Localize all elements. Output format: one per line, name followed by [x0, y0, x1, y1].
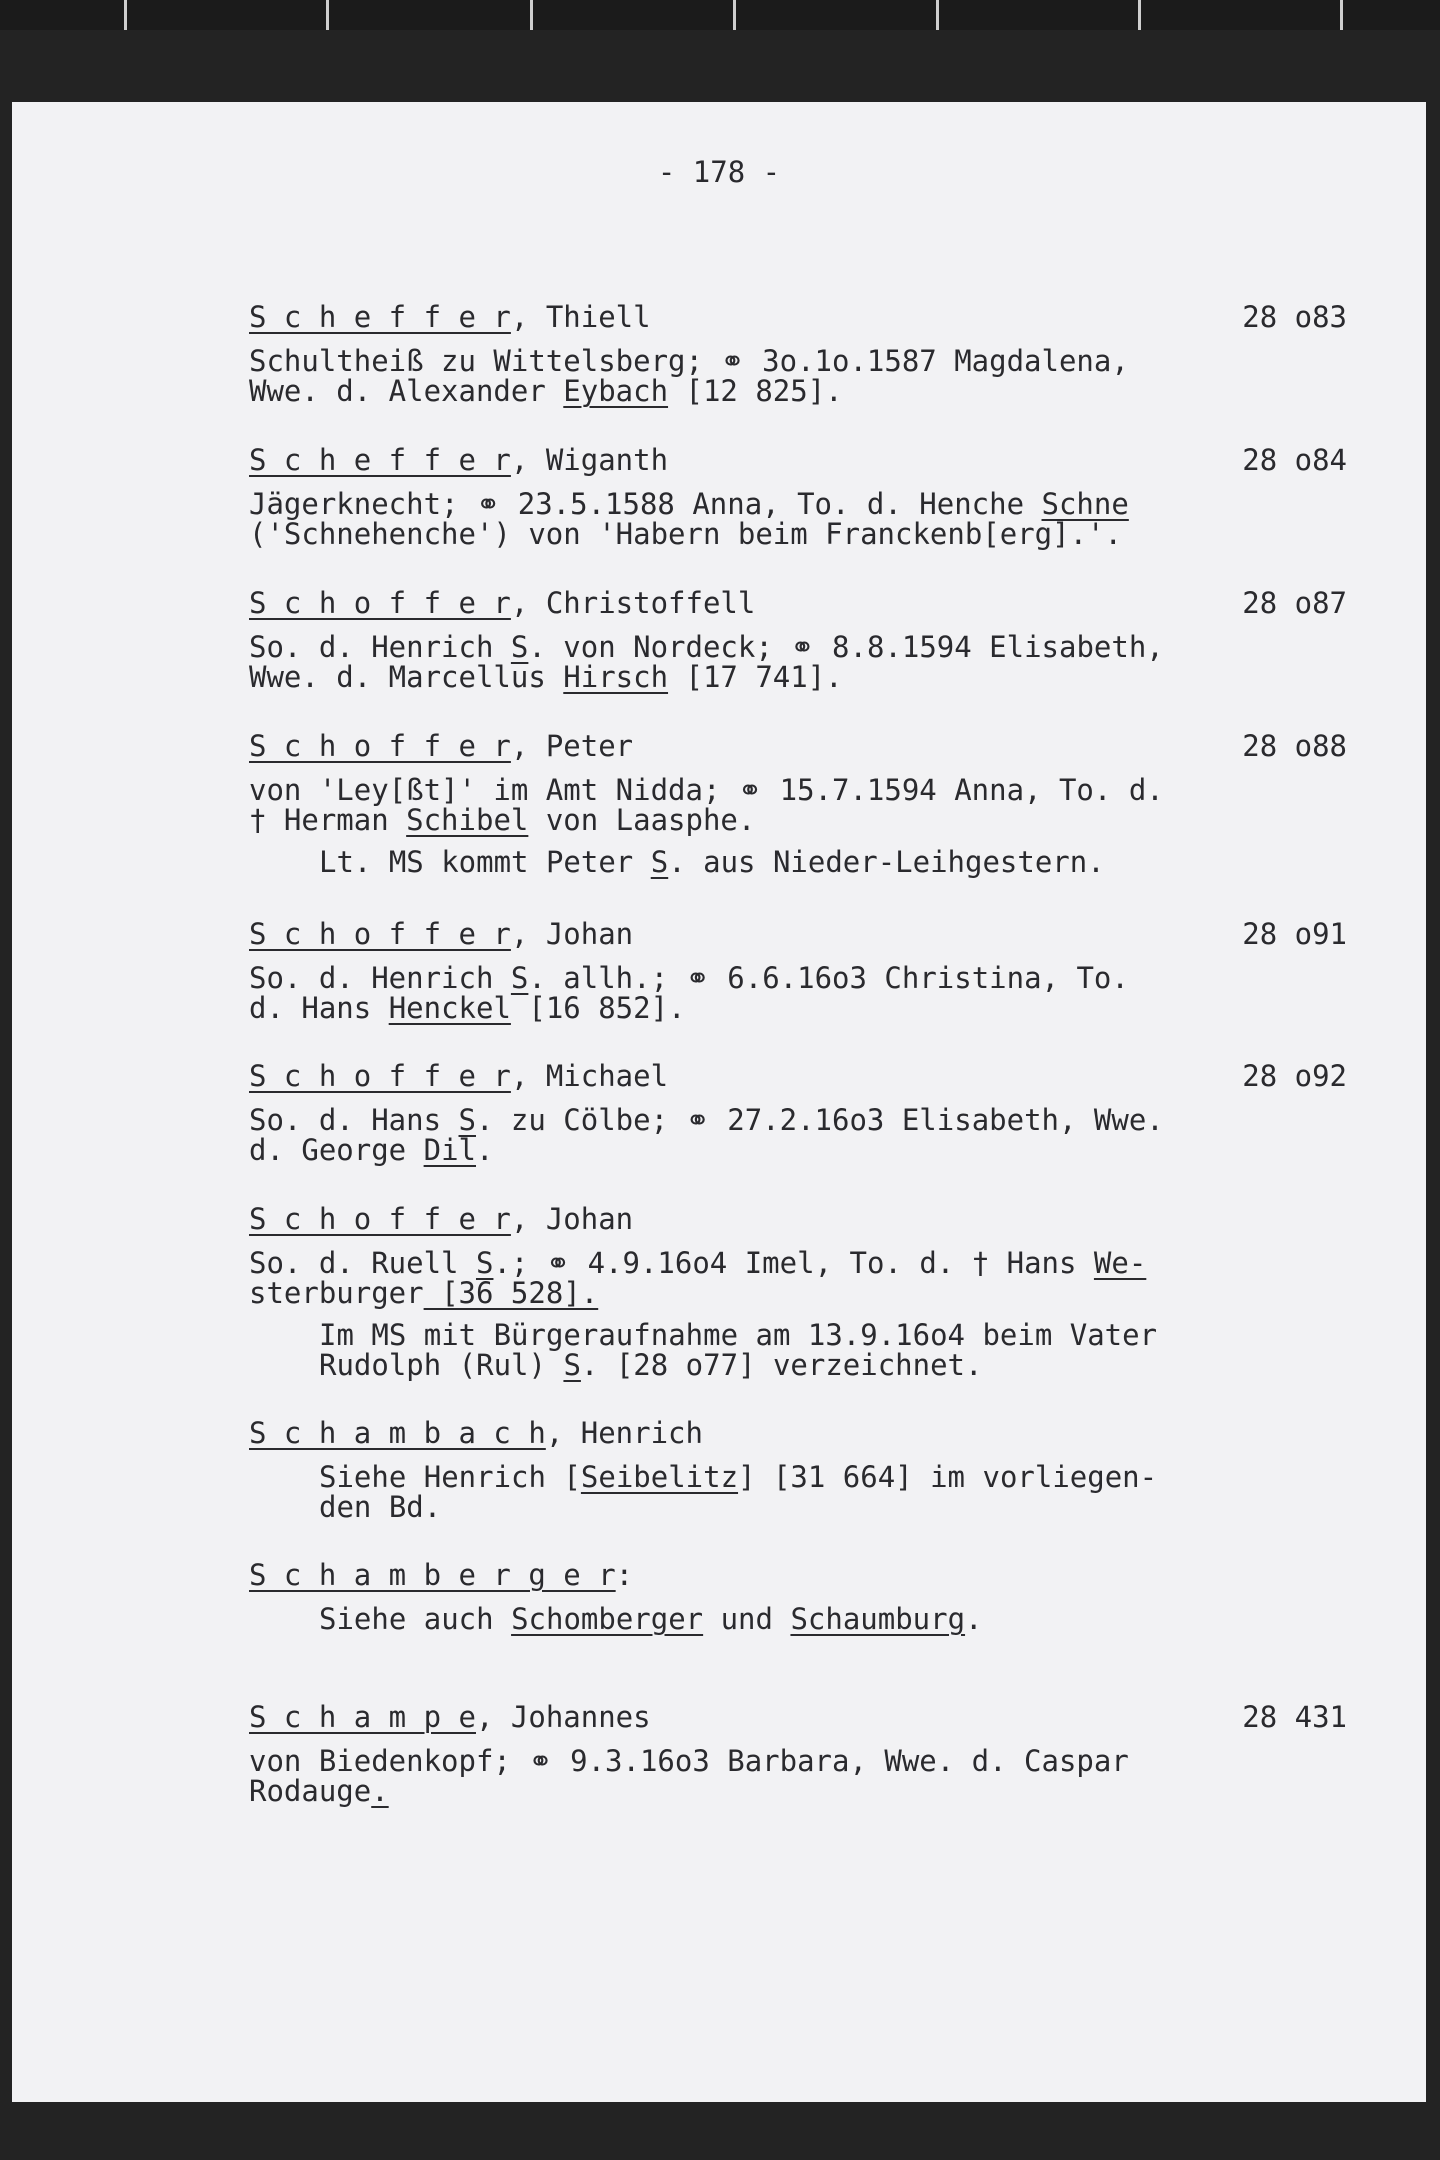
entry-header	[249, 1204, 1379, 1234]
register-entry	[249, 445, 1379, 549]
entry-text-line	[249, 632, 1379, 662]
entry-name	[249, 1700, 651, 1734]
register-entry	[249, 1702, 1379, 1806]
entry-number: 28 o83	[1242, 300, 1347, 334]
entry-text-line	[249, 489, 1379, 519]
underlined-name: S	[458, 1103, 476, 1137]
entry-note	[249, 847, 1379, 877]
entry-given-name: , Christoffell	[510, 586, 756, 620]
underlined-name: Seibelitz	[580, 1460, 739, 1494]
entry-given-name: , Johannes	[475, 1700, 651, 1734]
entry-surname: S c h a m b e r g e r	[249, 1558, 616, 1592]
underlined-name: Hirsch	[563, 660, 669, 694]
text-segment: .; ⚭ 4.9.16o4 Imel, To. d. † Hans	[493, 1246, 1094, 1280]
text-segment: . [28 o77] verzeichnet.	[580, 1348, 983, 1382]
entry-surname: S c h e f f e r	[249, 300, 511, 334]
entry-name	[249, 586, 755, 620]
entry-header	[249, 1702, 1379, 1732]
entry-body	[249, 632, 1379, 692]
entry-surname: S c h e f f e r	[249, 443, 511, 477]
entry-header	[249, 445, 1379, 475]
underlined-name: Schaumburg	[790, 1602, 966, 1636]
entry-body	[249, 489, 1379, 549]
entry-text-line	[249, 993, 1379, 1023]
entry-text-line	[319, 1350, 1379, 1380]
entry-note	[249, 1320, 1379, 1380]
entry-surname: S c h o f f e r	[249, 586, 511, 620]
entry-text-line	[319, 1604, 1379, 1634]
entry-text-line	[249, 1135, 1379, 1165]
text-segment: So. d. Henrich	[249, 961, 511, 995]
text-segment: Wwe. d. Alexander	[249, 374, 564, 408]
entry-surname: S c h o f f e r	[249, 917, 511, 951]
underlined-name: S	[510, 630, 529, 664]
entry-given-name: :	[615, 1558, 634, 1592]
text-segment: . aus Nieder-Leihgestern.	[668, 845, 1105, 879]
entry-body	[249, 963, 1379, 1023]
register-entry	[249, 1418, 1379, 1522]
entry-name	[249, 300, 651, 334]
text-segment: [17 741].	[668, 660, 843, 694]
entry-header	[249, 1560, 1379, 1590]
underlined-name: S	[650, 845, 669, 879]
text-segment: . allh.; ⚭ 6.6.16o3 Christina, To.	[528, 961, 1129, 995]
strip-tick	[326, 0, 329, 30]
entry-note	[249, 1604, 1379, 1634]
entry-given-name: , Henrich	[545, 1416, 703, 1450]
entry-text-line	[249, 1776, 1379, 1806]
entry-body	[249, 1248, 1379, 1308]
underlined-name: Dil	[423, 1133, 476, 1167]
underlined-name: Schomberger	[511, 1602, 704, 1636]
entry-name	[249, 443, 668, 477]
text-segment: Siehe Henrich [	[319, 1460, 581, 1494]
underlined-name: S	[475, 1246, 494, 1280]
underlined-name: [36 528].	[423, 1276, 599, 1310]
strip-tick	[1138, 0, 1141, 30]
entry-given-name: , Michael	[510, 1059, 669, 1093]
entry-name	[249, 1059, 668, 1093]
entry-note	[249, 1462, 1379, 1522]
strip-tick	[124, 0, 127, 30]
entry-header	[249, 731, 1379, 761]
entry-text-line	[319, 1462, 1379, 1492]
text-segment: von 'Ley[ßt]' im Amt Nidda; ⚭ 15.7.1594 Anna, To. d.	[249, 773, 1164, 807]
text-segment: d. Hans	[249, 991, 389, 1025]
text-segment: Jägerknecht; ⚭ 23.5.1588 Anna, To. d. Henche	[249, 487, 1042, 521]
underlined-name: Henckel	[388, 991, 511, 1025]
text-segment: Rudolph (Rul)	[319, 1348, 564, 1382]
text-segment: von Laasphe.	[528, 803, 756, 837]
entry-name	[249, 917, 633, 951]
document-page	[12, 102, 1426, 2102]
text-segment: sterburger	[249, 1276, 424, 1310]
page-number: - 178 -	[657, 155, 781, 189]
register-entry	[249, 1204, 1379, 1380]
underlined-name: S	[510, 961, 529, 995]
entry-header	[249, 588, 1379, 618]
entry-given-name: , Johan	[510, 917, 634, 951]
entry-surname: S c h o f f e r	[249, 1059, 511, 1093]
entry-name	[249, 1416, 703, 1450]
text-segment: .	[965, 1602, 983, 1636]
entry-body	[249, 346, 1379, 406]
text-segment: [16 852].	[510, 991, 686, 1025]
entry-header	[249, 1418, 1379, 1448]
text-segment: So. d. Henrich	[249, 630, 511, 664]
underlined-name: We-	[1093, 1246, 1147, 1280]
entry-given-name: , Thiell	[510, 300, 651, 334]
entry-text-line	[249, 519, 1379, 549]
strip-tick	[530, 0, 533, 30]
entry-text-line	[249, 963, 1379, 993]
entry-name	[249, 1202, 633, 1236]
entry-text-line	[319, 1320, 1379, 1350]
register-entry	[249, 919, 1379, 1023]
entry-text-line	[249, 775, 1379, 805]
text-segment: von Biedenkopf; ⚭ 9.3.16o3 Barbara, Wwe. d. Caspar	[249, 1744, 1129, 1778]
strip-tick	[1340, 0, 1343, 30]
text-segment: . von Nordeck; ⚭ 8.8.1594 Elisabeth,	[528, 630, 1164, 664]
entry-body	[249, 1105, 1379, 1165]
underlined-name: Eybach	[563, 374, 669, 408]
text-segment: d. George	[249, 1133, 424, 1167]
register-entry	[249, 1560, 1379, 1634]
entry-text-line	[249, 1746, 1379, 1776]
text-segment: † Herman	[249, 803, 407, 837]
entry-text-line	[249, 1105, 1379, 1135]
text-segment: und	[703, 1602, 791, 1636]
scanner-strip	[0, 0, 1440, 30]
entry-number: 28 o87	[1242, 586, 1347, 620]
underlined-name: S	[563, 1348, 581, 1382]
entry-text-line	[249, 1248, 1379, 1278]
text-segment: So. d. Hans	[249, 1103, 459, 1137]
text-segment: Schultheiß zu Wittelsberg; ⚭ 3o.1o.1587 Magdalena,	[249, 344, 1129, 378]
entry-body	[249, 775, 1379, 835]
entry-text-line	[249, 1278, 1379, 1308]
entry-number: 28 o88	[1242, 729, 1347, 763]
text-segment: Wwe. d. Marcellus	[249, 660, 564, 694]
entry-number: 28 o91	[1242, 917, 1347, 951]
entry-body	[249, 1746, 1379, 1806]
entry-number: 28 431	[1242, 1700, 1347, 1734]
text-segment: . zu Cölbe; ⚭ 27.2.16o3 Elisabeth, Wwe.	[475, 1103, 1164, 1137]
entry-text-line	[249, 346, 1379, 376]
underlined-name: .	[371, 1774, 389, 1808]
entry-surname: S c h a m b a c h	[249, 1416, 546, 1450]
entry-surname: S c h a m p e	[249, 1700, 476, 1734]
text-segment: den Bd.	[319, 1490, 442, 1524]
register-entry	[249, 302, 1379, 406]
entry-header	[249, 302, 1379, 332]
entry-header	[249, 1061, 1379, 1091]
entry-text-line	[319, 847, 1379, 877]
entry-name	[249, 1558, 633, 1592]
text-segment: So. d. Ruell	[249, 1246, 476, 1280]
entry-given-name: , Johan	[510, 1202, 634, 1236]
entry-number: 28 o92	[1242, 1059, 1347, 1093]
entry-surname: S c h o f f e r	[249, 729, 511, 763]
entry-text-line	[249, 662, 1379, 692]
strip-tick	[733, 0, 736, 30]
text-segment: ] [31 664] im vorliegen-	[738, 1460, 1158, 1494]
entry-text-line	[249, 805, 1379, 835]
entry-surname: S c h o f f e r	[249, 1202, 511, 1236]
text-segment: Siehe auch	[319, 1602, 512, 1636]
text-segment: Rodauge	[249, 1774, 372, 1808]
entry-given-name: , Peter	[510, 729, 634, 763]
text-segment: [12 825].	[668, 374, 843, 408]
entry-name	[249, 729, 633, 763]
text-segment: Im MS mit Bürgeraufnahme am 13.9.16o4 beim Vater	[319, 1318, 1158, 1352]
strip-tick	[936, 0, 939, 30]
entry-text-line	[319, 1492, 1379, 1522]
register-entry	[249, 588, 1379, 692]
register-entry	[249, 1061, 1379, 1165]
underlined-name: Schne	[1041, 487, 1129, 521]
register-entry	[249, 731, 1379, 877]
entry-given-name: , Wiganth	[510, 443, 669, 477]
underlined-name: Schibel	[406, 803, 529, 837]
entry-header	[249, 919, 1379, 949]
text-segment: Lt. MS kommt Peter	[319, 845, 651, 879]
text-segment: ('Schnehenche') von 'Habern beim Franckenb[erg].'.	[249, 517, 1122, 551]
entry-number: 28 o84	[1242, 443, 1347, 477]
text-segment: .	[476, 1133, 494, 1167]
entry-text-line	[249, 376, 1379, 406]
